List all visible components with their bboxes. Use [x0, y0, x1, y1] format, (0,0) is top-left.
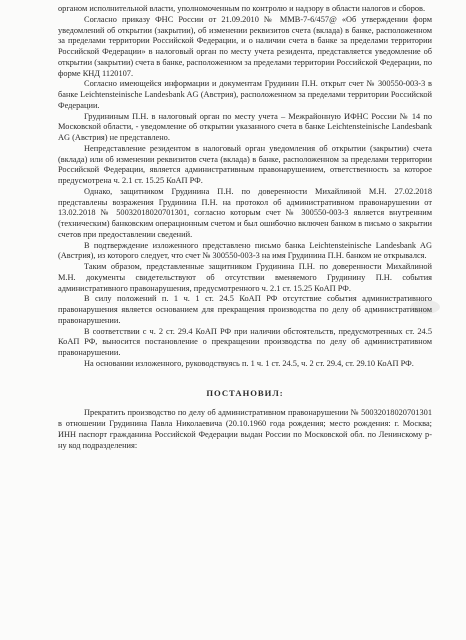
paragraph-objections: Однако, защитником Грудинина П.Н. по доверенности Михайлиной М.Н. 27.02.2018 представлены возражения Грудинина П.Н. на протокол об административном правонарушении от 13.02.2018 № 50032018020701301, согласно которым счет № 300550-003-3 является внутренним (техническим) банковским операционным счетом и был ошибочно включен банком в письмо о закрытии счетов при предоставлении сведений. — [58, 186, 432, 239]
paragraph-continuation: органом исполнительной власти, уполномоченным по контролю и надзору в области налогов и сборов. — [58, 4, 426, 13]
paragraph-legal-basis-1: В силу положений п. 1 ч. 1 ст. 24.5 КоАП РФ отсутствие события административного правонарушения является основанием для прекращения производства по делу об административном правонарушении. — [58, 294, 432, 325]
paragraph-resolution: Прекратить производство по делу об административном правонарушении № 50032018020701301 в отношении Грудинина Павла Николаевича (20.10.1960 года рождения; место рождения: г. Москва; ИНН паспорт гражданина Российской Федерации выдан России по Московской обл. по Ленинскому р-ну код подразделения: — [58, 408, 432, 450]
paragraph-offense-definition: Непредставление резидентом в налоговый орган уведомления об открытии (закрытии) счета (вклада) или об изменении реквизитов счета (вклада) в банке, расположенном за пределами территории Российской Федерации, является административным правонарушением, ответственность за которое предусмотрена ч. 2.1 ст. 15.25 КоАП РФ. — [58, 143, 432, 185]
paragraph-account-info: Согласно имеющейся информации и документам Грудинин П.Н. открыт счет № 300550-003-3 в банке Leichtensteinische Landesbank AG (Австрия), расположенном за пределами территории Российской Федерации. — [58, 79, 432, 110]
resolution-heading: ПОСТАНОВИЛ: — [206, 387, 284, 398]
paragraph-bank-letter: В подтверждение изложенного представлено письмо банка Leichtensteinische Landesbank AG (Австрия), из которого следует, что счет № 300550-003-3 на имя Грудинина П.Н. банком не открывался. — [58, 240, 432, 261]
paragraph-conclusion: На основании изложенного, руководствуясь п. 1 ч. 1 ст. 24.5, ч. 2 ст. 29.4, ст. 29.10 КоАП РФ. — [84, 358, 414, 368]
paragraph-not-notified: Грудининым П.Н. в налоговый орган по месту учета – Межрайонную ИФНС России № 14 по Московской области, - уведомление об открытии указанного счета в банке Leichtensteinische Landesbank AG (Австрия) не представлено. — [58, 111, 432, 142]
paragraph-evidence: Таким образом, представленные защитником Грудинина П.Н. по доверенности Михайлиной М.Н. документы свидетельствуют об отсутствии вменяемого Грудинину П.Н. события административного правонарушения, предусмотренного ч. 2.1 ст. 15.25 КоАП РФ. — [58, 262, 432, 293]
document-body — [58, 4, 432, 451]
paragraph-legal-basis-2: В соответствии с ч. 2 ст. 29.4 КоАП РФ при наличии обстоятельств, предусмотренных ст. 24.5 КоАП РФ, выносится постановление о прекращении производства по делу об административном правонарушении. — [58, 326, 432, 357]
paragraph-order-reference: Согласно приказу ФНС России от 21.09.2010 № ММВ-7-6/457@ «Об утверждении форм уведомлений об открытии (закрытии), об изменении реквизитов счета (вклада) в банке, расположенном за пределами территории Российской Федерации, и о наличии счета в банке за пределами территории Российской Федерации» в налоговый орган по месту учета резидента, представляется уведомление об открытии (закрытии) счета в банке, расположенном за пределами территории Российской Федерации, по форме КНД 1120107. — [58, 14, 432, 78]
